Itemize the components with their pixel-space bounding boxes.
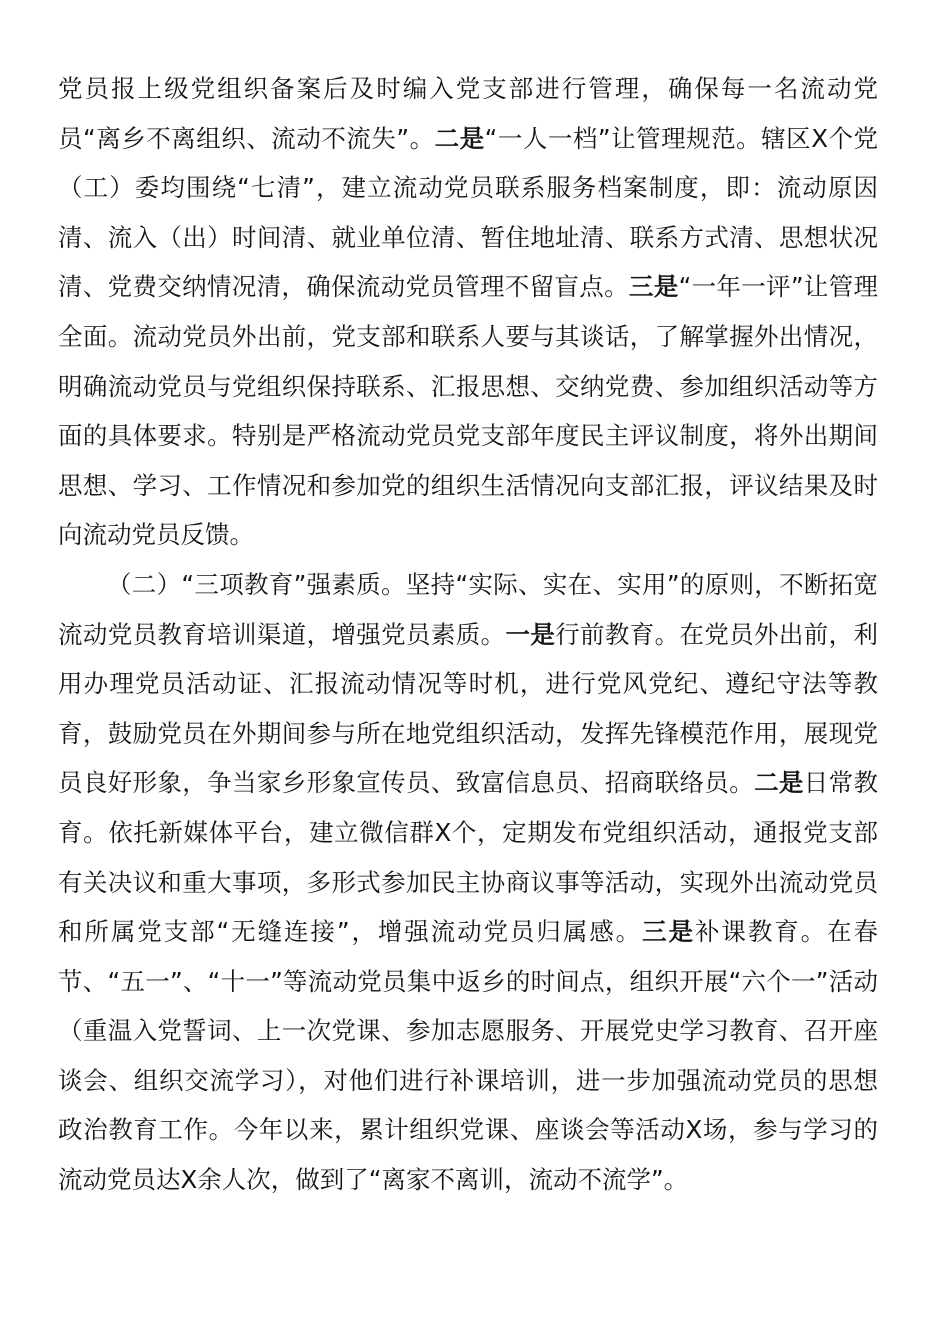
paragraph-1-bold-marker-3: 三是 xyxy=(628,272,679,302)
paragraph-2-bold-marker-1: 一是 xyxy=(505,619,556,649)
paragraph-2-text-1: （二）“三项教育”强素质。坚持“实际、实在、实用”的原则，不断拓宽流动党员教育培训渠道，增强党员素质。 xyxy=(58,569,878,649)
paragraph-1 xyxy=(58,64,878,560)
paragraph-1-text-3: “一年一评”让管理全面。流动党员外出前，党支部和联系人要与其谈话，了解掌握外出情况，明确流动党员与党组织保持联系、汇报思想、交纳党费、参加组织活动等方面的具体要求。特别是严格流动党员党支部年度民主评议制度，将外出期间思想、学习、工作情况和参加党的组织生活情况向支部汇报，评议结果及时向流动党员反馈。 xyxy=(58,272,879,550)
document-body xyxy=(58,64,878,1205)
paragraph-2-text-4: 补课教育。在春节、“五一”、“十一”等流动党员集中返乡的时间点，组织开展“六个一”活动（重温入党誓词、上一次党课、参加志愿服务、开展党史学习教育、召开座谈会、组织交流学习），对他们进行补课培训，进一步加强流动党员的思想政治教育工作。今年以来，累计组织党课、座谈会等活动X场，参与学习的流动党员达X余人次，做到了“离家不离训，流动不流学”。 xyxy=(58,917,879,1195)
paragraph-2-bold-marker-2: 二是 xyxy=(754,768,804,798)
paragraph-2-bold-marker-3: 三是 xyxy=(642,917,695,947)
paragraph-1-text-1: 党员报上级党组织备案后及时编入党支部进行管理，确保每一名流动党员“离乡不离组织、流动不流失”。 xyxy=(58,74,878,153)
paragraph-1-bold-marker-2: 二是 xyxy=(434,123,485,153)
paragraph-2-text-3: 日常教育。依托新媒体平台，建立微信群X个，定期发布党组织活动，通报党支部有关决议和重大事项，多形式参加民主协商议事等活动，实现外出流动党员和所属党支部“无缝连接”，增强流动党员归属感。 xyxy=(58,768,878,947)
paragraph-2 xyxy=(58,560,878,1205)
paragraph-2-text-2: 行前教育。在党员外出前，利用办理党员活动证、汇报流动情况等时机，进行党风党纪、遵纪守法等教育，鼓励党员在外期间参与所在地党组织活动，发挥先锋模范作用，展现党员良好形象，争当家乡形象宣传员、致富信息员、招商联络员。 xyxy=(58,619,878,798)
paragraph-1-text-2: “一人一档”让管理规范。辖区X个党（工）委均围绕“七清”，建立流动党员联系服务档案制度，即：流动原因清、流入（出）时间清、就业单位清、暂住地址清、联系方式清、思想状况清、党费交纳情况清，确保流动党员管理不留盲点。 xyxy=(58,123,878,302)
